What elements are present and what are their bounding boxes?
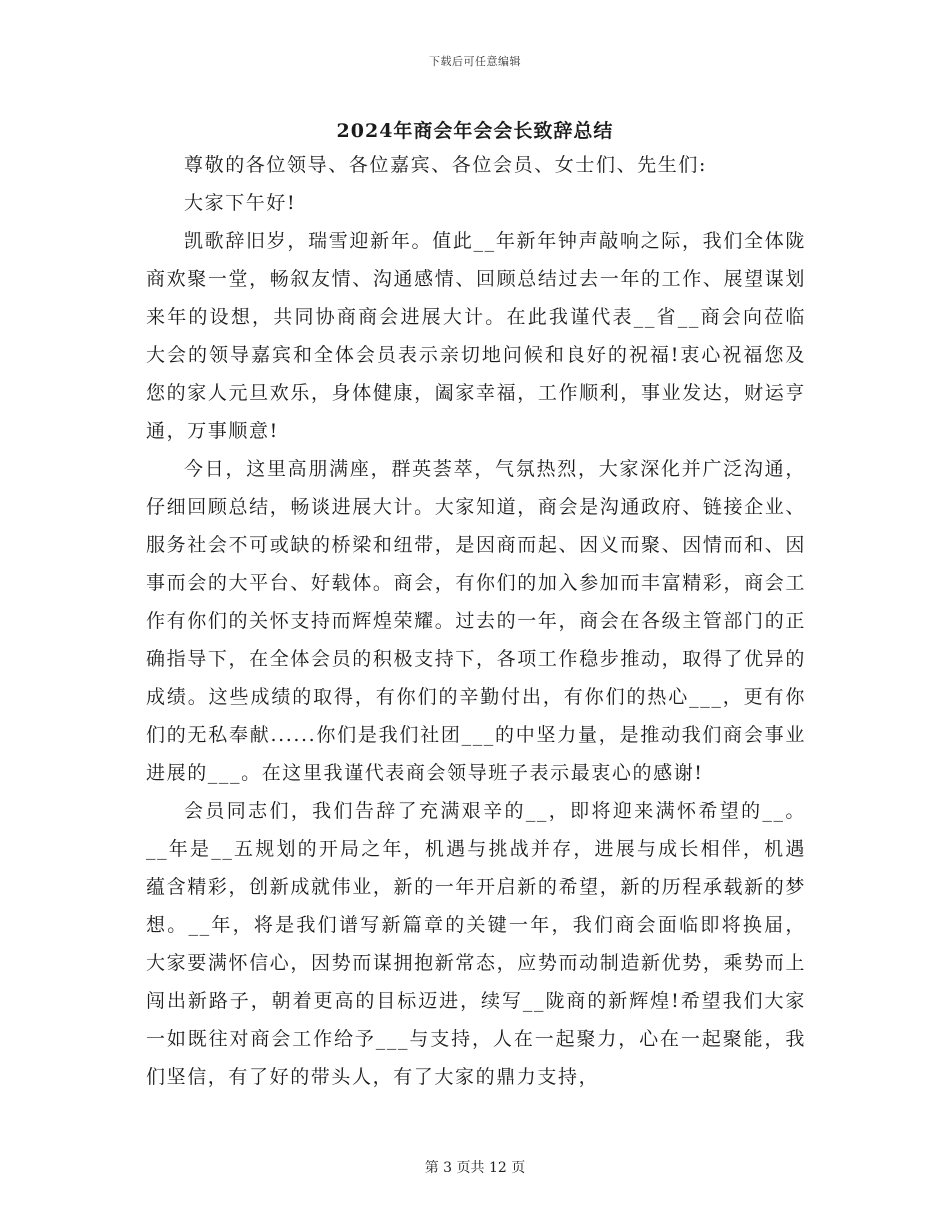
- paragraph-new-year: 凯歌辞旧岁，瑞雪迎新年。值此__年新年钟声敲响之际，我们全体陇商欢聚一堂，畅叙友情、沟通感情、回顾总结过去一年的工作、展望谋划来年的设想，共同协商商会进展大计。在此我谨代表__省__商会向莅临大会的领导嘉宾和全体会员表示亲切地问候和良好的祝福!衷心祝福您及您的家人元旦欢乐，身体健康，阖家幸福，工作顺利，事业发达，财运亨通，万事顺意!: [146, 230, 806, 442]
- paragraph-outlook: 会员同志们，我们告辞了充满艰辛的__，即将迎来满怀希望的__。__年是__五规划的开局之年，机遇与挑战并存，进展与成长相伴，机遇蕴含精彩，创新成就伟业，新的一年开启新的希望，新的历程承载新的梦想。__年，将是我们谱写新篇章的关键一年，我们商会面临即将换届，大家要满怀信心，因势而谋拥抱新常态，应势而动制造新优势，乘势而上闯出新路子，朝着更高的目标迈进，续写__陇商的新辉煌!希望我们大家一如既往对商会工作给予___与支持，人在一起聚力，心在一起聚能，我们坚信，有了好的带头人，有了大家的鼎力支持，: [146, 800, 806, 1088]
- paragraph-review: 今日，这里高朋满座，群英荟萃，气氛热烈，大家深化并广泛沟通，仔细回顾总结，畅谈进展大计。大家知道，商会是沟通政府、链接企业、服务社会不可或缺的桥梁和纽带，是因商而起、因义而聚、因情而和、因事而会的大平台、好载体。商会，有你们的加入参加而丰富精彩，商会工作有你们的关怀支持而辉煌荣耀。过去的一年，商会在各级主管部门的正确指导下，在全体会员的积极支持下，各项工作稳步推动，取得了优异的成绩。这些成绩的取得，有你们的辛勤付出，有你们的热心___，更有你们的无私奉献......你们是我们社团___的中坚力量，是推动我们商会事业进展的___。在这里我谨代表商会领导班子表示最衷心的感谢!: [146, 458, 806, 784]
- page-number: 第 3 页共 12 页: [424, 1160, 526, 1176]
- paragraph-salutation: 尊敬的各位领导、各位嘉宾、各位会员、女士们、先生们:: [184, 154, 708, 176]
- paragraph-greeting: 大家下午好!: [184, 192, 297, 214]
- document-body: [146, 146, 806, 1096]
- document-title: 2024年商会年会会长致辞总结: [336, 120, 614, 142]
- header-note: 下载后可任意编辑: [429, 55, 521, 68]
